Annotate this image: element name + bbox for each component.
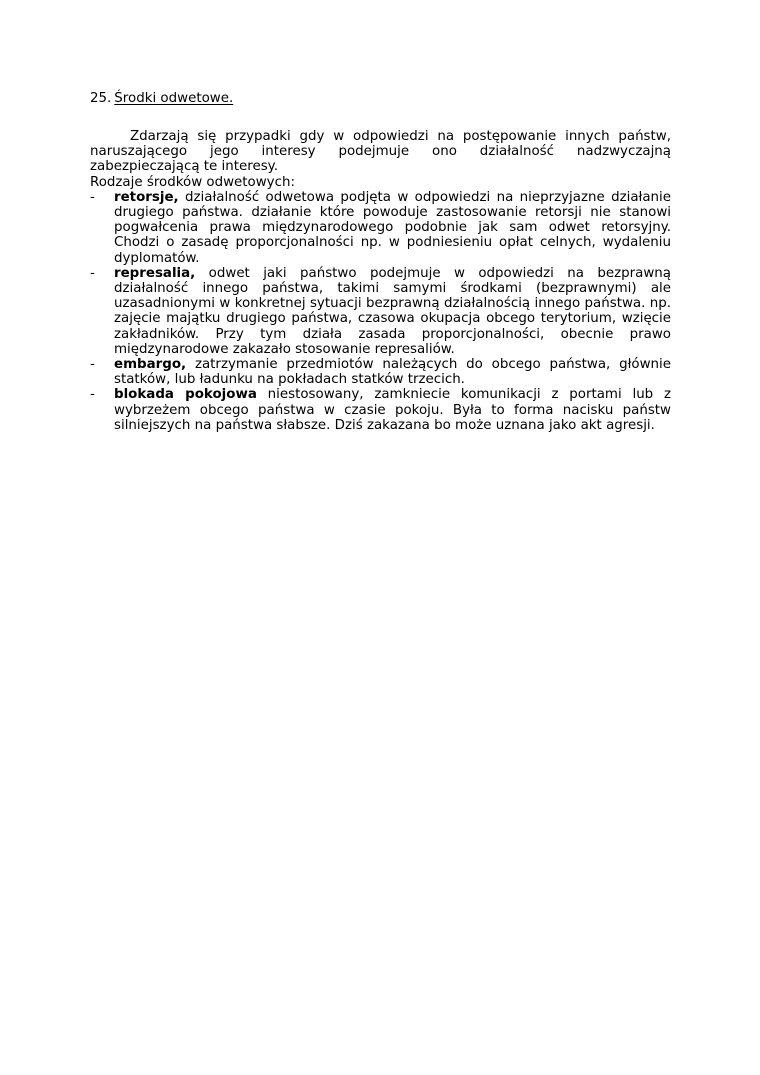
item-term: represalia, (114, 265, 196, 281)
list-bullet: - (90, 387, 95, 403)
list-item-embargo (90, 357, 671, 387)
section-number: 25. (90, 91, 112, 106)
section-heading (90, 90, 671, 107)
list-item-retorsje (90, 190, 671, 266)
section-title: Środki odwetowe. (114, 91, 234, 106)
list-item-represalia (90, 266, 671, 357)
list-bullet: - (90, 357, 95, 373)
item-term: retorsje, (114, 189, 179, 205)
list-bullet: - (90, 189, 95, 205)
document-page (90, 90, 671, 433)
countermeasures-list (90, 190, 671, 433)
item-term: embargo, (114, 357, 187, 373)
item-description: odwet jaki państwo podejmuje w odpowiedzi na bezprawną działalność innego państwa, takimi samymi środkami (bezprawnymi) ale uzasadnionymi w konkretnej sytuacji bezprawną działalnością innego państwa. np. zajęcie majątku drugiego państwa, czasowa okupacja obcego terytorium, wzięcie zakładników. Przy tym działa zasada proporcjonalności, obecnie prawo międzynarodowe zakazało stosowanie represaliów. (114, 265, 671, 357)
item-description: zatrzymanie przedmiotów należących do obcego państwa, głównie statków, lub ładunku na pokładach statków trzecich. (114, 357, 671, 388)
intro-paragraph: Zdarzają się przypadki gdy w odpowiedzi na postępowanie innych państw, naruszającego jego interesy podejmuje ono działalność nadzwyczajną zabezpieczającą te interesy. (90, 129, 671, 175)
list-item-blokada-pokojowa (90, 387, 671, 433)
list-bullet: - (90, 265, 95, 281)
types-label: Rodzaje środków odwetowych: (90, 174, 295, 190)
item-description: niestosowany, zamkniecie komunikacji z portami lub z wybrzeżem obcego państwa w czasie pokoju. Była to forma nacisku państw silniejszych na państwa słabsze. Dziś zakazana bo może uznana jako akt agresji. (114, 387, 672, 433)
item-term: blokada pokojowa (114, 387, 257, 403)
item-description: działalność odwetowa podjęta w odpowiedzi na nieprzyjazne działanie drugiego państwa. działanie które powoduje zastosowanie retorsji nie stanowi pogwałcenia prawa międzynarodowego podobnie jak sam odwet retorsyjny. Chodzi o zasadę proporcjonalności np. w podniesieniu opłat celnych, wydaleniu dyplomatów. (114, 189, 671, 266)
